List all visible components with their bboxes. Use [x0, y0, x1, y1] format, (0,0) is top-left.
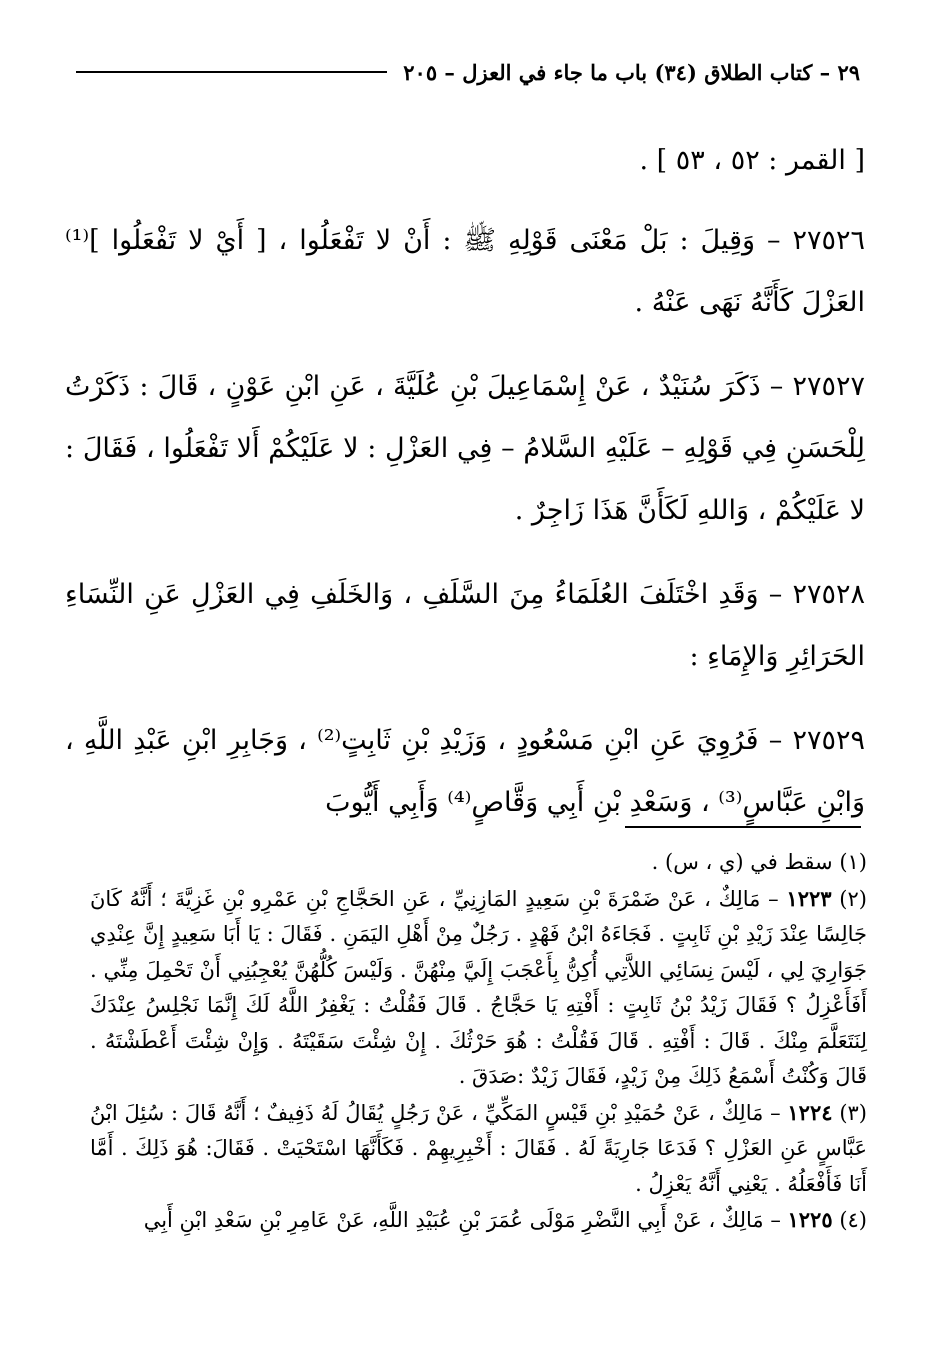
- hadith-number-1223: ١٢٢٣: [786, 885, 832, 911]
- footnote-4-text: – مَالِكٌ ، عَنْ أَبِي النَّضْرِ مَوْلَى عُمَرَ بْنِ عُبَيْدِ اللَّهِ، عَنْ عَامِرِ بْنِ سَعْدِ ابْنِ أَبِي: [143, 1208, 788, 1232]
- footnote-3-text: – مَالِكٌ ، عَنْ حُمَيْدِ بْنِ قَيْسٍ المَكِّيِّ ، عَنْ رَجُلٍ يُقَالُ لَهُ ذَفِيفٌ ؛ أَنَّهُ قَالَ : سُئِلَ ابْنُ عَبَّاسٍ عَنِ العَزْلِ ؟ فَدَعَا جَارِيَةً لَهُ . فَقَالَ : أَخْبِرِيهِمْ . فَكَأَنَّهَا اسْتَحْيَتْ . فَقَالَ: هُوَ ذَلِكَ . أَمَّا أَنَا فَأَفْعَلُهُ . يَعْنِي أَنَّهُ يَعْزِلُ .: [90, 1100, 867, 1196]
- header-rule: [76, 71, 387, 73]
- footnote-2-text: – مَالِكٌ ، عَنْ ضَمْرَةَ بْنِ سَعِيدٍ المَازِنِيِّ ، عَنِ الحَجَّاجِ بْنِ عَمْرِو بْنِ غَزِيَّةَ ؛ أَنَّهُ كَانَ جَالِسًا عِنْدَ زَيْدِ بْنِ ثَابِتٍ . فَجَاءَهُ ابْنُ فَهْدٍ . رَجُلٌ مِنْ أَهْلِ اليَمَنِ . فَقَالَ : يَا أَبَا سَعِيدٍ إِنَّ عِنْدِي جَوَارِيَ لِي ، لَيْسَ نِسَائِي اللاَّتِي أُكِنُّ بِأَعْجَبَ إِلَيَّ مِنْهُنَّ . وَلَيْسَ كُلُّهُنَّ يُعْجِبُنِي أَنْ تَحْمِلَ مِنِّي . أَفَأَعْزِلُ ؟ فَقَالَ زَيْدُ بْنُ ثَابِتٍ : أَفْتِهِ يَا حَجَّاجُ . قَالَ فَقُلْتُ : يَغْفِرُ اللَّهُ لَكَ إِنَّمَا نَجْلِسُ عِنْدَكَ لِنَتَعَلَّمَ مِنْكَ . قَالَ : أَفْتِهِ . قَالَ فَقُلْتُ : هُوَ حَرْثُكَ . إِنْ شِئْتَ سَقَيْتَهُ . وَإِنْ شِئْتَ أَعْطَشْتَهُ . قَالَ وَكُنْتُ أَسْمَعُ ذَلِكَ مِنْ زَيْدٍ، فَقَالَ زَيْدٌ :صَدَقَ .: [90, 886, 867, 1088]
- footnotes: [90, 845, 867, 1239]
- footnote-1: (١) سقط في (ي ، س) .: [651, 850, 867, 874]
- footnote-3-label: (٣): [839, 1100, 867, 1125]
- paragraph-27528: ٢٧٥٢٨ – وَقَدِ اخْتَلَفَ العُلَمَاءُ مِنَ السَّلَفِ ، وَالخَلَفِ فِي العَزْلِ عَنِ النِّسَاءِ الحَرَائِرِ وَالإِمَاءِ :: [65, 579, 865, 672]
- footnote-4: [90, 1202, 867, 1239]
- paragraph-27529: ٢٧٥٢٩ – فَرُوِيَ عَنِ ابْنِ مَسْعُودٍ ، وَزَيْدِ بْنِ ثَابِتٍ⁽²⁾ ، وَجَابِرِ ابْنِ عَبْدِ اللَّهِ ، وَابْنِ عَبَّاسٍ⁽³⁾ ، وَسَعْدِ بْنِ أَبِي وَقَّاصٍ⁽⁴⁾ وَأَبِي أَيُّوبَ: [65, 725, 865, 818]
- hadith-number-1225: ١٢٢٥: [787, 1207, 833, 1232]
- footnote-3: [90, 1095, 867, 1203]
- footnote-2-label: (٢): [839, 886, 867, 911]
- footnote-2: [90, 881, 867, 1095]
- paragraph-27527: ٢٧٥٢٧ – ذَكَرَ سُنَيْدٌ ، عَنْ إِسْمَاعِيلَ بْنِ عُلَيَّةَ ، عَنِ ابْنِ عَوْنٍ ، قَالَ : ذَكَرْتُ لِلْحَسَنِ فِي قَوْلِهِ – عَلَيْهِ السَّلامُ – فِي العَزْلِ : لا عَلَيْكُمْ أَلا تَفْعَلُوا ، فَقَالَ : لا عَلَيْكُمْ ، وَاللهِ لَكَأَنَّ هَذَا زَاجِرٌ .: [65, 371, 865, 526]
- footnote-separator: [625, 826, 861, 828]
- quran-reference: [ القمر : ٥٢ ، ٥٣ ] .: [639, 145, 865, 176]
- footnote-4-label: (٤): [839, 1208, 867, 1232]
- running-header: [60, 52, 860, 92]
- paragraph-27526: ٢٧٥٢٦ – وَقِيلَ : بَلْ مَعْنَى قَوْلِهِ ﷺ : أَنْ لا تَفْعَلُوا ، [ أَيْ لا تَفْعَلُوا ]⁽¹⁾ العَزْلَ كَأَنَّهُ نَهَى عَنْهُ .: [65, 225, 865, 318]
- main-text: [65, 130, 865, 856]
- hadith-number-1224: ١٢٢٤: [787, 1099, 833, 1125]
- header-title: ٢٩ – كتاب الطلاق (٣٤) باب ما جاء في العزل – ٢٠٥: [403, 59, 860, 85]
